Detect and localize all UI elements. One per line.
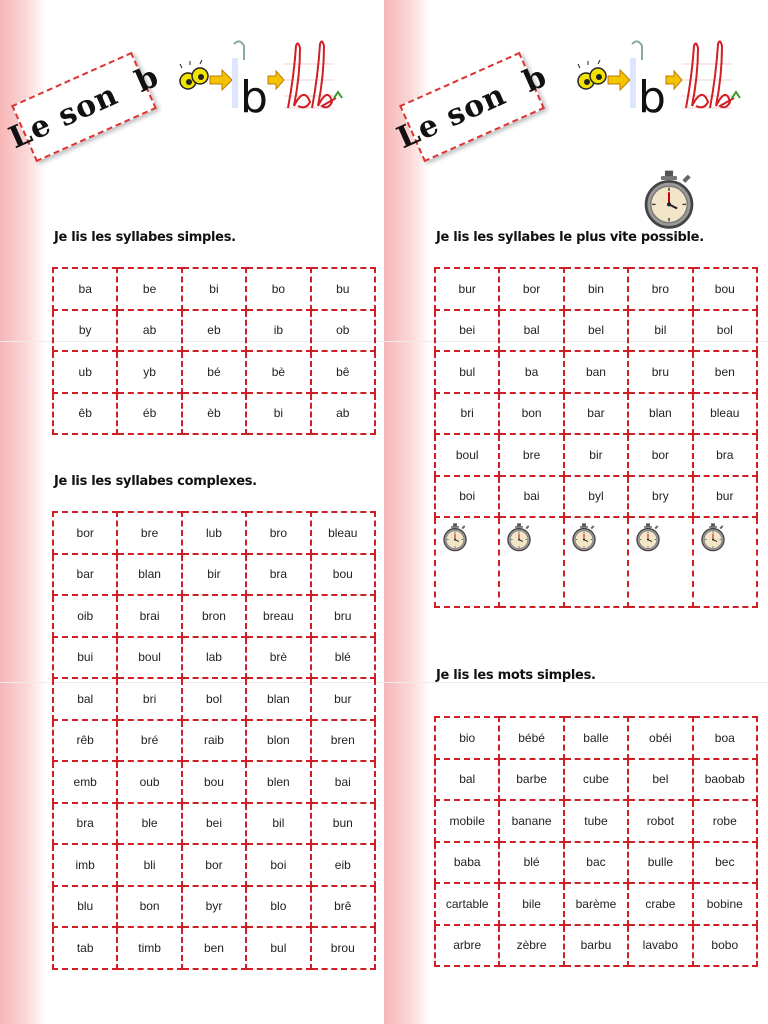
syllable-cell: boul xyxy=(117,637,181,679)
syllable-cell: bin xyxy=(564,268,628,310)
syllable-row xyxy=(435,434,757,476)
syllable-cell: bur xyxy=(311,678,375,720)
syllable-row xyxy=(53,678,375,720)
syllable-cell: be xyxy=(117,268,181,310)
word-cell: banane xyxy=(499,800,563,842)
page-title: Le son b xyxy=(3,58,165,156)
syllable-row xyxy=(435,476,757,518)
syllable-cell: blon xyxy=(246,720,310,762)
syllable-row xyxy=(53,844,375,886)
syllable-row xyxy=(53,393,375,435)
syllable-cell: bol xyxy=(182,678,246,720)
word-cell: robot xyxy=(628,800,692,842)
word-cell: barbu xyxy=(564,925,628,967)
syllable-cell: emb xyxy=(53,761,117,803)
word-cell: boa xyxy=(693,717,757,759)
syllable-cell: ab xyxy=(117,310,181,352)
complex-syllables-table xyxy=(52,511,376,970)
word-row xyxy=(435,883,757,925)
syllable-cell: bry xyxy=(628,476,692,518)
syllable-cell: bou xyxy=(693,268,757,310)
syllable-cell: ben xyxy=(693,351,757,393)
syllable-cell: bun xyxy=(311,803,375,845)
syllable-cell: bir xyxy=(564,434,628,476)
syllable-cell: bei xyxy=(182,803,246,845)
syllable-cell: bro xyxy=(628,268,692,310)
word-cell: bobo xyxy=(693,925,757,967)
syllable-cell: éb xyxy=(117,393,181,435)
stopwatch-icon xyxy=(571,522,597,552)
syllable-row xyxy=(53,554,375,596)
syllable-cell: ba xyxy=(53,268,117,310)
syllable-cell: blu xyxy=(53,886,117,928)
timer-cell xyxy=(564,517,628,607)
syllable-cell: bleau xyxy=(693,393,757,435)
syllable-cell: bro xyxy=(246,512,310,554)
syllable-row xyxy=(53,637,375,679)
syllable-cell: bor xyxy=(53,512,117,554)
syllable-cell: imb xyxy=(53,844,117,886)
word-cell: baba xyxy=(435,842,499,884)
syllable-cell: bré xyxy=(117,720,181,762)
syllable-cell: bon xyxy=(499,393,563,435)
stopwatch-icon xyxy=(635,522,661,552)
right-worksheet xyxy=(384,0,768,1024)
syllable-cell: bir xyxy=(182,554,246,596)
stopwatch-icon xyxy=(506,522,532,552)
syllable-cell: èb xyxy=(182,393,246,435)
word-cell: mobile xyxy=(435,800,499,842)
syllable-cell: bri xyxy=(435,393,499,435)
syllable-cell: bor xyxy=(499,268,563,310)
syllable-cell: bra xyxy=(53,803,117,845)
syllable-cell: bar xyxy=(53,554,117,596)
syllable-cell: bli xyxy=(117,844,181,886)
syllable-cell: bel xyxy=(564,310,628,352)
complex-syllables-heading: Je lis les syllabes complexes. xyxy=(54,474,257,489)
syllable-cell: bru xyxy=(628,351,692,393)
syllable-row xyxy=(435,268,757,310)
word-cell: tube xyxy=(564,800,628,842)
syllable-cell: bor xyxy=(182,844,246,886)
word-cell: zèbre xyxy=(499,925,563,967)
syllable-cell: ban xyxy=(564,351,628,393)
syllable-cell: tab xyxy=(53,927,117,969)
syllable-cell: êb xyxy=(53,393,117,435)
timer-cell xyxy=(499,517,563,607)
stopwatch-icon xyxy=(642,168,696,230)
syllable-cell: bal xyxy=(53,678,117,720)
word-cell: bulle xyxy=(628,842,692,884)
syllable-row xyxy=(53,512,375,554)
syllable-row xyxy=(53,761,375,803)
word-cell: barème xyxy=(564,883,628,925)
syllable-cell: ble xyxy=(117,803,181,845)
syllable-cell: ab xyxy=(311,393,375,435)
word-cell: blé xyxy=(499,842,563,884)
syllable-cell: blé xyxy=(311,637,375,679)
syllable-cell: brai xyxy=(117,595,181,637)
syllable-cell: yb xyxy=(117,351,181,393)
syllable-cell: blan xyxy=(246,678,310,720)
fast-syllables-table xyxy=(434,267,758,608)
syllable-cell: raib xyxy=(182,720,246,762)
syllable-cell: boi xyxy=(246,844,310,886)
syllable-cell: boul xyxy=(435,434,499,476)
syllable-cell: brè xyxy=(246,637,310,679)
syllable-row xyxy=(435,351,757,393)
word-row xyxy=(435,925,757,967)
word-cell: bio xyxy=(435,717,499,759)
syllable-cell: ib xyxy=(246,310,310,352)
syllable-row xyxy=(53,720,375,762)
syllable-cell: ben xyxy=(182,927,246,969)
syllable-cell: bru xyxy=(311,595,375,637)
syllable-cell: brou xyxy=(311,927,375,969)
word-cell: cube xyxy=(564,759,628,801)
syllable-cell: blan xyxy=(628,393,692,435)
word-cell: bac xyxy=(564,842,628,884)
simple-words-table xyxy=(434,716,758,967)
word-cell: robe xyxy=(693,800,757,842)
syllable-cell: bre xyxy=(117,512,181,554)
syllable-cell: bra xyxy=(693,434,757,476)
syllable-cell: ub xyxy=(53,351,117,393)
syllable-cell: bei xyxy=(435,310,499,352)
word-cell: bébé xyxy=(499,717,563,759)
syllable-cell: bu xyxy=(311,268,375,310)
syllable-cell: bai xyxy=(499,476,563,518)
syllable-cell: bou xyxy=(182,761,246,803)
syllable-cell: bé xyxy=(182,351,246,393)
simple-syllables-heading: Je lis les syllabes simples. xyxy=(54,230,236,245)
syllable-cell: ba xyxy=(499,351,563,393)
syllable-cell: bron xyxy=(182,595,246,637)
timer-cell xyxy=(693,517,757,607)
syllable-cell: bul xyxy=(435,351,499,393)
syllable-cell: bren xyxy=(311,720,375,762)
simple-syllables-table xyxy=(52,267,376,435)
syllable-row xyxy=(53,268,375,310)
syllable-cell: oub xyxy=(117,761,181,803)
syllable-cell: lab xyxy=(182,637,246,679)
word-cell: bel xyxy=(628,759,692,801)
syllable-cell: byl xyxy=(564,476,628,518)
timer-cell xyxy=(435,517,499,607)
letter-b-illustration xyxy=(574,36,744,116)
syllable-cell: brê xyxy=(311,886,375,928)
word-cell: balle xyxy=(564,717,628,759)
syllable-cell: bor xyxy=(628,434,692,476)
syllable-row xyxy=(53,310,375,352)
word-cell: bobine xyxy=(693,883,757,925)
syllable-cell: by xyxy=(53,310,117,352)
syllable-cell: bal xyxy=(499,310,563,352)
syllable-cell: bil xyxy=(246,803,310,845)
word-cell: bec xyxy=(693,842,757,884)
stopwatch-icon xyxy=(442,522,468,552)
syllable-cell: eb xyxy=(182,310,246,352)
word-row xyxy=(435,800,757,842)
word-cell: barbe xyxy=(499,759,563,801)
syllable-cell: bil xyxy=(628,310,692,352)
syllable-cell: bou xyxy=(311,554,375,596)
syllable-cell: bre xyxy=(499,434,563,476)
timer-cell xyxy=(628,517,692,607)
syllable-cell: blan xyxy=(117,554,181,596)
syllable-cell: blen xyxy=(246,761,310,803)
timer-row xyxy=(435,517,757,607)
word-row xyxy=(435,759,757,801)
syllable-cell: bon xyxy=(117,886,181,928)
fast-syllables-heading: Je lis les syllabes le plus vite possible. xyxy=(436,230,704,245)
syllable-cell: bleau xyxy=(311,512,375,554)
syllable-cell: boi xyxy=(435,476,499,518)
syllable-row xyxy=(53,351,375,393)
syllable-row xyxy=(53,927,375,969)
syllable-cell: bi xyxy=(246,393,310,435)
syllable-cell: bul xyxy=(246,927,310,969)
page-title: Le son b xyxy=(391,58,553,156)
syllable-cell: bai xyxy=(311,761,375,803)
syllable-cell: oib xyxy=(53,595,117,637)
syllable-cell: bo xyxy=(246,268,310,310)
syllable-cell: bè xyxy=(246,351,310,393)
syllable-row xyxy=(435,310,757,352)
syllable-cell: ob xyxy=(311,310,375,352)
syllable-cell: timb xyxy=(117,927,181,969)
word-cell: arbre xyxy=(435,925,499,967)
word-cell: lavabo xyxy=(628,925,692,967)
letter-b-illustration xyxy=(176,36,346,116)
syllable-cell: breau xyxy=(246,595,310,637)
syllable-cell: bur xyxy=(435,268,499,310)
word-cell: cartable xyxy=(435,883,499,925)
simple-words-heading: Je lis les mots simples. xyxy=(436,668,596,683)
syllable-cell: eib xyxy=(311,844,375,886)
syllable-cell: lub xyxy=(182,512,246,554)
syllable-cell: bui xyxy=(53,637,117,679)
word-row xyxy=(435,842,757,884)
word-cell: crabe xyxy=(628,883,692,925)
syllable-cell: bra xyxy=(246,554,310,596)
word-cell: obéi xyxy=(628,717,692,759)
syllable-cell: bar xyxy=(564,393,628,435)
stopwatch-icon xyxy=(700,522,726,552)
syllable-row xyxy=(53,595,375,637)
syllable-cell: bi xyxy=(182,268,246,310)
word-row xyxy=(435,717,757,759)
syllable-cell: bri xyxy=(117,678,181,720)
syllable-row xyxy=(435,393,757,435)
syllable-cell: bê xyxy=(311,351,375,393)
syllable-cell: bur xyxy=(693,476,757,518)
syllable-row xyxy=(53,803,375,845)
word-cell: bal xyxy=(435,759,499,801)
word-cell: baobab xyxy=(693,759,757,801)
syllable-cell: byr xyxy=(182,886,246,928)
syllable-cell: rêb xyxy=(53,720,117,762)
syllable-cell: blo xyxy=(246,886,310,928)
syllable-cell: bol xyxy=(693,310,757,352)
word-cell: bile xyxy=(499,883,563,925)
syllable-row xyxy=(53,886,375,928)
